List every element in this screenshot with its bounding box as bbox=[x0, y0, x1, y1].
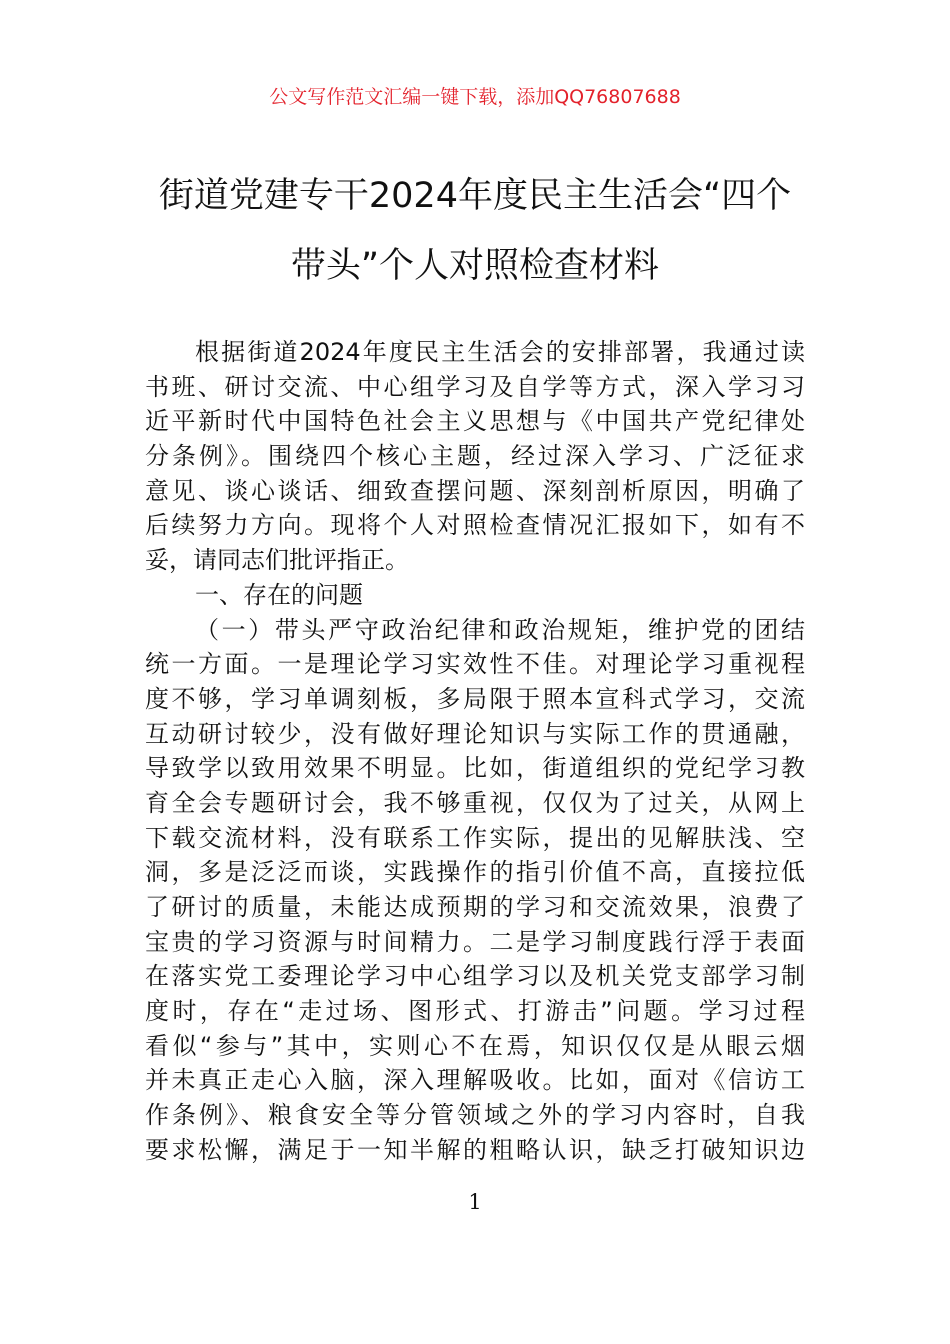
document-title-line-1: 街道党建专干2024年度民主生活会“四个 bbox=[158, 176, 792, 216]
text-line: 作条例》、粮食安全等分管领域之外的学习内容时，自我 bbox=[145, 1101, 805, 1130]
text-line: 度不够，学习单调刻板，多局限于照本宣科式学习，交流 bbox=[145, 684, 805, 713]
paragraph bbox=[145, 335, 805, 578]
text-line: 统一方面。一是理论学习实效性不佳。对理论学习重视程 bbox=[145, 650, 805, 679]
text-line: 洞，多是泛泛而谈，实践操作的指引价值不高，直接拉低 bbox=[145, 858, 805, 887]
text-line: 导致学以致用效果不明显。比如，街道组织的党纪学习教 bbox=[145, 754, 805, 783]
text-line: 育全会专题研讨会，我不够重视，仅仅为了过关，从网上 bbox=[145, 788, 805, 817]
text-line: （一）带头严守政治纪律和政治规矩，维护党的团结 bbox=[195, 615, 805, 644]
text-line: 分条例》。围绕四个核心主题，经过深入学习、广泛征求 bbox=[145, 442, 805, 471]
text-line: 近平新时代中国特色社会主义思想与《中国共产党纪律处 bbox=[145, 407, 805, 436]
document-body bbox=[145, 335, 805, 1168]
watermark-header: 公文写作范文汇编一键下载，添加QQ76807688 bbox=[269, 86, 681, 108]
text-line: 妥，请同志们批评指正。 bbox=[145, 546, 409, 575]
text-line: 并未真正走心入脑，深入理解吸收。比如，面对《信访工 bbox=[145, 1066, 805, 1095]
text-line: 书班、研讨交流、中心组学习及自学等方式，深入学习习 bbox=[145, 372, 805, 401]
text-line: 根据街道2024年度民主生活会的安排部署，我通过读 bbox=[195, 338, 805, 366]
text-line: 要求松懈，满足于一知半解的粗略认识，缺乏打破知识边 bbox=[145, 1135, 805, 1164]
text-line: 后续努力方向。现将个人对照检查情况汇报如下，如有不 bbox=[145, 511, 805, 540]
text-line: 互动研讨较少，没有做好理论知识与实际工作的贯通融， bbox=[145, 719, 805, 748]
text-line: 度时，存在“走过场、图形式、打游击”问题。学习过程 bbox=[145, 997, 805, 1026]
text-line: 意见、谈心谈话、细致查摆问题、深刻剖析原因，明确了 bbox=[145, 476, 805, 505]
text-line: 看似“参与”其中，实则心不在焉，知识仅仅是从眼云烟 bbox=[145, 1031, 805, 1060]
text-line: 了研讨的质量，未能达成预期的学习和交流效果，浪费了 bbox=[145, 893, 805, 921]
paragraph bbox=[145, 613, 805, 1168]
text-line: 在落实党工委理论学习中心组学习以及机关党支部学习制 bbox=[145, 962, 805, 991]
text-line: 下载交流材料，没有联系工作实际，提出的见解肤浅、空 bbox=[145, 823, 805, 852]
text-line: 宝贵的学习资源与时间精力。二是学习制度践行浮于表面 bbox=[145, 927, 805, 956]
document-title-line-2: 带头”个人对照检查材料 bbox=[290, 246, 660, 286]
paragraph bbox=[145, 578, 805, 613]
page-number: 1 bbox=[468, 1190, 482, 1214]
text-line: 一、存在的问题 bbox=[195, 580, 363, 609]
